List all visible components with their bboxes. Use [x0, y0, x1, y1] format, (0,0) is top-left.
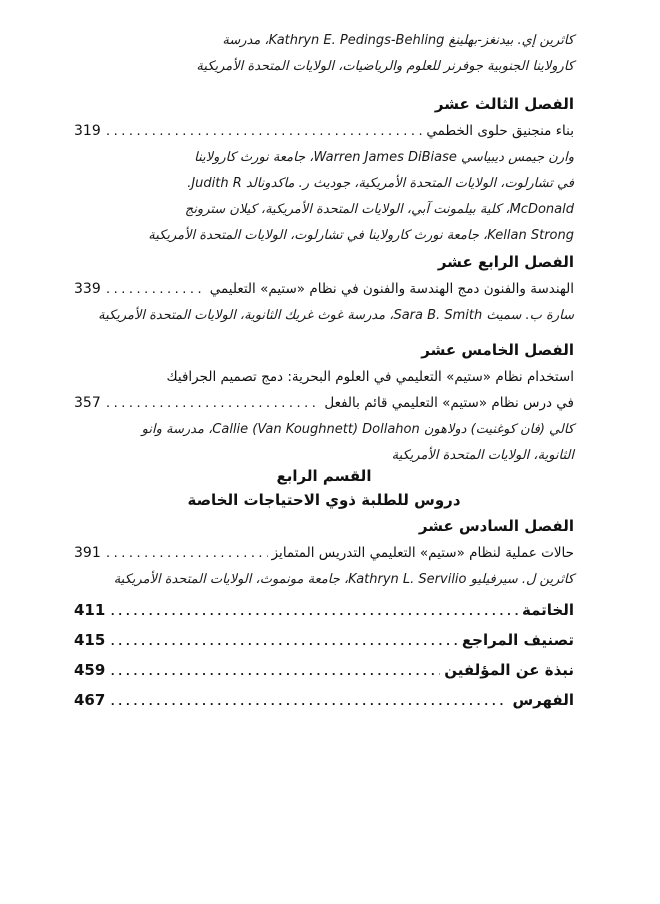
- author-line: McDonald، كلية بيلمونت آبي، الولايات المتحدة الأمريكية، كيلان سترونج: [184, 202, 574, 217]
- chapter-title: الفصل الرابع عشر: [437, 253, 574, 271]
- dot-leader: [109, 658, 440, 686]
- page-number: 415: [74, 631, 106, 649]
- entry-title: تصنيف المراجع: [461, 631, 574, 649]
- dot-leader: [105, 277, 206, 303]
- end-entry-index[interactable]: [74, 686, 574, 716]
- author-line: كارولاينا الجنوبية جوفرنر للعلوم والرياضيات، الولايات المتحدة الأمريكية: [196, 59, 574, 74]
- dot-leader: [109, 628, 458, 656]
- author-line: Kellan Strong، جامعة نورث كارولاينا في تشارلوت، الولايات المتحدة الأمريكية: [148, 228, 574, 243]
- page-number: 459: [74, 661, 106, 679]
- chapter-title: الفصل الثالث عشر: [434, 95, 574, 113]
- page-number: 357: [74, 395, 101, 411]
- dot-leader: [109, 688, 508, 716]
- entry-title: الفهرس: [512, 691, 574, 709]
- page-number: 467: [74, 691, 106, 709]
- entry-title: نبذة عن المؤلفين: [444, 661, 574, 679]
- dot-leader: [105, 541, 268, 567]
- entry-title-line1[interactable]: استخدام نظام «ستيم» التعليمي في العلوم البحرية: دمج تصميم الجرافيك: [166, 369, 574, 385]
- chapter-title: الفصل الخامس عشر: [421, 341, 574, 359]
- section-4-heading: [74, 464, 574, 512]
- toc-entry[interactable]: [74, 390, 574, 417]
- toc-entry[interactable]: [74, 276, 574, 303]
- entry-title-line2: في درس نظام «ستيم» التعليمي قائم بالفعل: [324, 395, 574, 411]
- chapter-13: [74, 90, 574, 249]
- end-entry-conclusion[interactable]: [74, 596, 574, 626]
- author-line: كالي (فان كوغنيت) دولاهون Callie (Van Koughnett) Dollahon، مدرسة وانو: [141, 422, 574, 437]
- chapter-14: [74, 248, 574, 329]
- section-subtitle: دروس للطلبة ذوي الاحتياجات الخاصة: [187, 491, 461, 509]
- page-number: 391: [74, 545, 101, 561]
- dot-leader: [105, 119, 423, 145]
- author-line: وارن جيمس ديبياسي Warren James DiBiase، جامعة نورث كارولاينا: [194, 150, 574, 165]
- dot-leader: [105, 391, 321, 417]
- section-title: القسم الرابع: [276, 467, 372, 485]
- dot-leader: [109, 598, 518, 626]
- entry-title: الهندسة والفنون دمج الهندسة والفنون في نظام «ستيم» التعليمي: [209, 281, 574, 297]
- end-entry-about-authors[interactable]: [74, 656, 574, 686]
- author-line: كاثرين إي. بيدنغز-بهلينغ Kathryn E. Pedings-Behling، مدرسة: [222, 33, 574, 48]
- entry-title: الخاتمة: [521, 601, 574, 619]
- author-line: في تشارلوت، الولايات المتحدة الأمريكية، جوديث ر. ماكدونالد Judith R.: [187, 176, 574, 191]
- author-line: كاثرين ل. سيرفيليو Kathryn L. Servilio، جامعة مونموث، الولايات المتحدة الأمريكية: [113, 572, 574, 587]
- previous-chapter-authors: [74, 28, 574, 80]
- page-number: 411: [74, 601, 106, 619]
- chapter-15: [74, 336, 574, 469]
- author-line: سارة ب. سميث Sara B. Smith، مدرسة غوث غريك الثانوية، الولايات المتحدة الأمريكية: [98, 308, 574, 323]
- toc-entry[interactable]: [74, 540, 574, 567]
- end-matter: [74, 596, 574, 716]
- entry-title: حالات عملية لنظام «ستيم» التعليمي التدريس المتمايز: [271, 545, 574, 561]
- entry-title: بناء منجنيق حلوى الخطمي: [426, 123, 574, 139]
- page-number: 319: [74, 123, 101, 139]
- page-number: 339: [74, 281, 101, 297]
- chapter-title: الفصل السادس عشر: [418, 517, 574, 535]
- chapter-16: [74, 512, 574, 593]
- end-entry-bibliography[interactable]: [74, 626, 574, 656]
- author-line: الثانوية، الولايات المتحدة الأمريكية: [391, 448, 574, 463]
- toc-entry[interactable]: [74, 118, 574, 145]
